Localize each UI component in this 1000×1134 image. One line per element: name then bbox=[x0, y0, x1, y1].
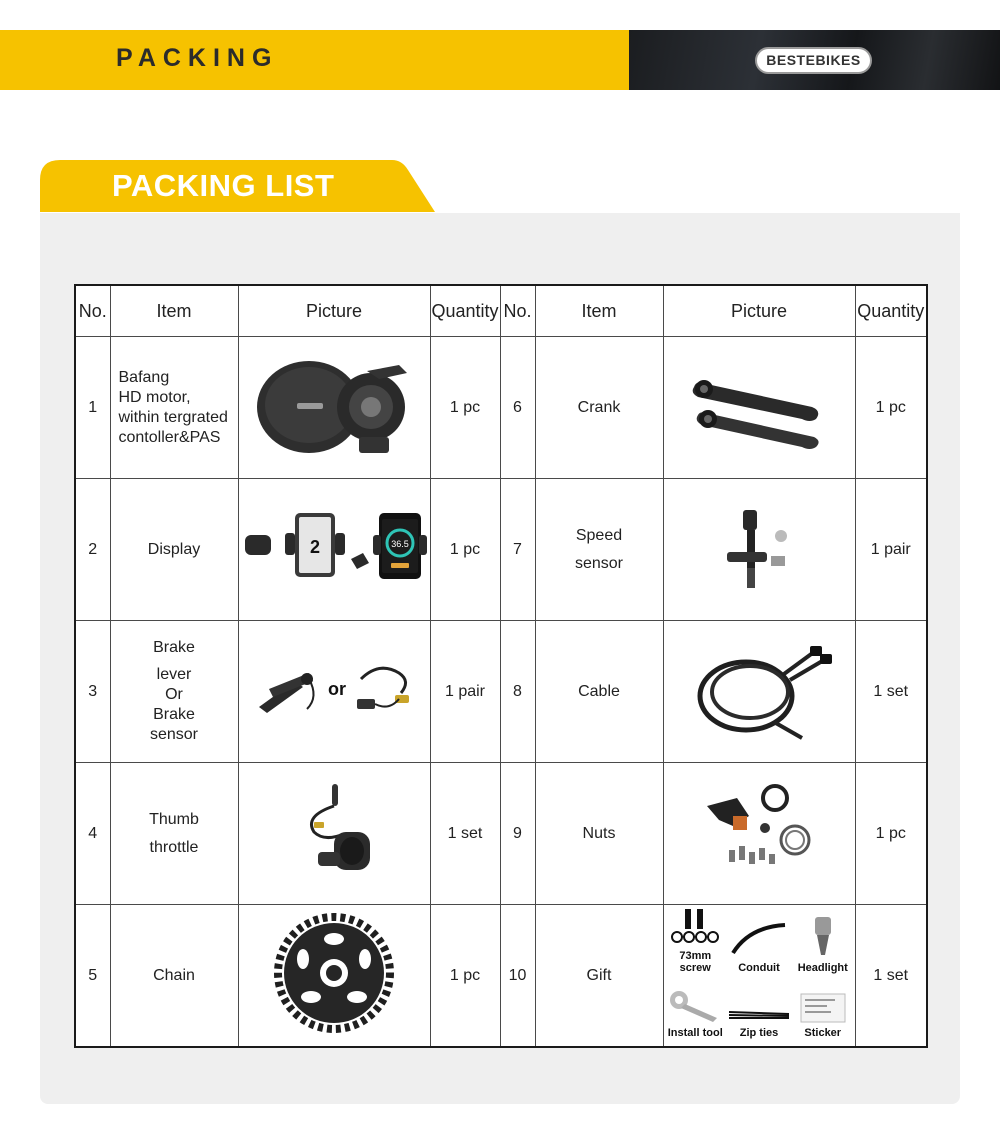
motor-image bbox=[249, 345, 419, 465]
throttle-picture bbox=[238, 763, 430, 905]
display-left-speed: 2 bbox=[309, 537, 321, 557]
quantity: 1 pair bbox=[855, 479, 927, 621]
row-number: 4 bbox=[75, 763, 110, 905]
item-name: Chain bbox=[110, 905, 238, 1048]
item-line: Thumb bbox=[149, 810, 199, 828]
header-item: Item bbox=[535, 285, 663, 337]
table-row bbox=[75, 337, 927, 479]
display-right-speed: 36.5 bbox=[391, 539, 409, 549]
table-row bbox=[75, 621, 927, 763]
table-row bbox=[75, 763, 927, 905]
item-name bbox=[535, 479, 663, 621]
speed-sensor-picture bbox=[663, 479, 855, 621]
item-name: Display bbox=[110, 479, 238, 621]
motor-picture bbox=[238, 337, 430, 479]
gift-label: Sticker bbox=[804, 1026, 842, 1039]
row-number: 7 bbox=[500, 479, 535, 621]
zip-ties-icon bbox=[727, 1004, 791, 1024]
row-number: 8 bbox=[500, 621, 535, 763]
table-header-row bbox=[75, 285, 927, 337]
item-line: within tergrated bbox=[118, 408, 228, 426]
table-row bbox=[75, 905, 927, 1048]
page-title: PACKING bbox=[116, 44, 279, 72]
item-line: lever bbox=[156, 666, 192, 683]
nuts-picture bbox=[663, 763, 855, 905]
item-line: Bafang bbox=[118, 368, 170, 386]
gift-label: Install tool bbox=[667, 1026, 723, 1039]
conduit-icon bbox=[729, 919, 789, 959]
row-number: 1 bbox=[75, 337, 110, 479]
item-line: throttle bbox=[149, 838, 199, 856]
gift-label: Zip ties bbox=[739, 1026, 779, 1039]
item-line: Or bbox=[165, 686, 183, 703]
header-quantity: Quantity bbox=[430, 285, 500, 337]
brake-picture bbox=[238, 621, 430, 763]
packing-table bbox=[74, 284, 928, 1048]
banner-yellow-section bbox=[0, 30, 629, 90]
cable-image bbox=[684, 634, 834, 744]
header-no: No. bbox=[75, 285, 110, 337]
item-name bbox=[110, 763, 238, 905]
wrench-icon bbox=[665, 988, 725, 1024]
throttle-image bbox=[274, 776, 394, 886]
item-name: Gift bbox=[535, 905, 663, 1048]
item-line: Speed bbox=[575, 526, 623, 544]
gift-label: Conduit bbox=[738, 961, 780, 974]
gift-conduit bbox=[727, 907, 791, 980]
quantity: 1 pc bbox=[430, 905, 500, 1048]
quantity: 1 pc bbox=[430, 479, 500, 621]
screw-icon bbox=[665, 907, 725, 947]
quantity: 1 set bbox=[430, 763, 500, 905]
section-title: PACKING LIST bbox=[112, 168, 335, 203]
item-line: sensor bbox=[574, 554, 624, 572]
chainring-picture bbox=[238, 905, 430, 1048]
brake-image bbox=[249, 649, 419, 729]
gift-picture bbox=[663, 905, 855, 1048]
sticker-icon bbox=[799, 992, 847, 1024]
crank-image bbox=[684, 355, 834, 455]
row-number: 3 bbox=[75, 621, 110, 763]
quantity: 1 set bbox=[855, 621, 927, 763]
nuts-image bbox=[679, 776, 839, 886]
item-line: contoller&PAS bbox=[118, 428, 221, 446]
crank-picture bbox=[663, 337, 855, 479]
display-picture bbox=[238, 479, 430, 621]
quantity: 1 pc bbox=[855, 763, 927, 905]
or-label: or bbox=[328, 679, 346, 699]
cable-picture bbox=[663, 621, 855, 763]
quantity: 1 pc bbox=[855, 337, 927, 479]
speed-sensor-image bbox=[709, 502, 809, 592]
gift-install-tool bbox=[664, 980, 728, 1045]
gift-label: Headlight bbox=[797, 961, 848, 974]
item-name: Nuts bbox=[535, 763, 663, 905]
gift-grid bbox=[664, 907, 855, 1045]
table-row bbox=[75, 479, 927, 621]
item-name: Cable bbox=[535, 621, 663, 763]
gift-sticker bbox=[791, 980, 855, 1045]
quantity: 1 pc bbox=[430, 337, 500, 479]
gift-zip-ties bbox=[727, 980, 791, 1045]
gift-label: 73mm screw bbox=[679, 949, 712, 974]
item-line: Brake bbox=[153, 706, 195, 723]
item-name bbox=[110, 621, 238, 763]
item-line: Brake bbox=[153, 639, 195, 656]
gift-headlight bbox=[791, 907, 855, 980]
headlight-icon bbox=[803, 915, 843, 959]
brand-logo: BESTEBIKES bbox=[755, 47, 872, 74]
item-line: HD motor, bbox=[118, 388, 191, 406]
gift-screw bbox=[664, 907, 728, 980]
header-picture: Picture bbox=[238, 285, 430, 337]
header-quantity: Quantity bbox=[855, 285, 927, 337]
row-number: 5 bbox=[75, 905, 110, 1048]
item-name: Crank bbox=[535, 337, 663, 479]
section-tab bbox=[40, 160, 435, 212]
quantity: 1 pair bbox=[430, 621, 500, 763]
quantity: 1 set bbox=[855, 905, 927, 1048]
item-line: sensor bbox=[149, 726, 199, 743]
display-image bbox=[241, 507, 427, 587]
header-picture: Picture bbox=[663, 285, 855, 337]
row-number: 10 bbox=[500, 905, 535, 1048]
header-item: Item bbox=[110, 285, 238, 337]
header-no: No. bbox=[500, 285, 535, 337]
row-number: 9 bbox=[500, 763, 535, 905]
row-number: 6 bbox=[500, 337, 535, 479]
chainring-image bbox=[269, 913, 399, 1033]
row-number: 2 bbox=[75, 479, 110, 621]
item-name bbox=[110, 337, 238, 479]
